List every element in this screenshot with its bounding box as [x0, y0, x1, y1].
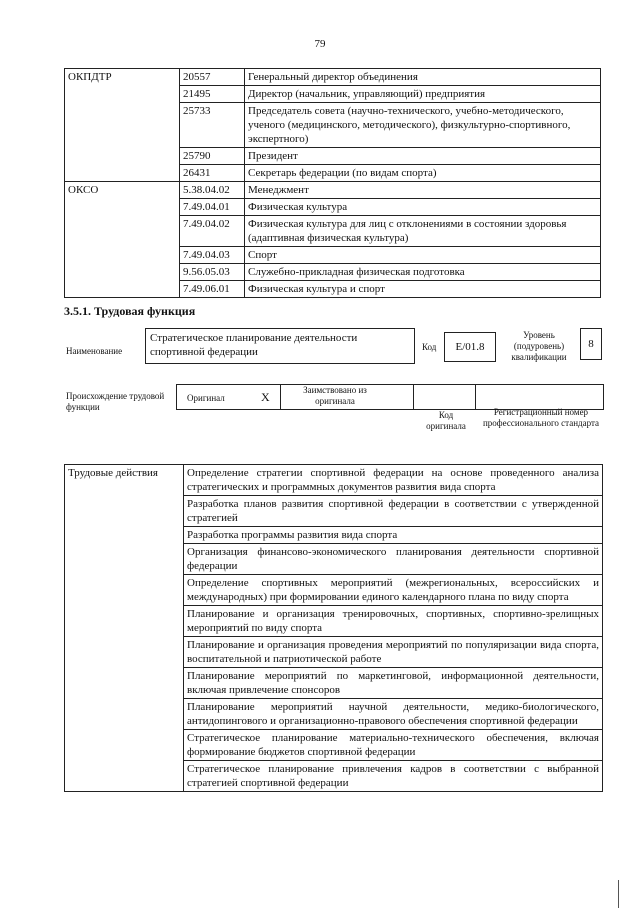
level-value: 8 [580, 328, 602, 360]
action-item: Планирование и организация тренировочных, спортивных, спортивно-зрелищных мероприятий по виду спорта [184, 606, 603, 637]
okso-code: 7.49.04.02 [180, 216, 245, 247]
action-item: Разработка программы развития вида спорта [184, 527, 603, 544]
okpdtr-code: 26431 [180, 165, 245, 182]
okso-name: Физическая культура и спорт [245, 281, 601, 298]
action-item: Организация финансово-экономического планирования деятельности спортивной федерации [184, 544, 603, 575]
action-item: Планирование мероприятий по маркетинговой, информационной деятельности, включая привлечение спонсоров [184, 668, 603, 699]
action-item: Определение стратегии спортивной федерации на основе проведенного анализа стратегических и программных документов развития вида спорта [184, 465, 603, 496]
okpdtr-name: Президент [245, 148, 601, 165]
divider [475, 384, 476, 410]
actions-table [64, 464, 603, 792]
okso-name: Менеджмент [245, 182, 601, 199]
action-item: Стратегическое планирование привлечения кадров в соответствии с выбранной стратегией спортивной федерации [184, 761, 603, 792]
section-title: 3.5.1. Трудовая функция [64, 304, 196, 318]
okpdtr-name: Председатель совета (научно-технического, учебно-методического, ученого (медицинского, методического), физкультурно-спортивного, экспертного) [245, 103, 601, 148]
okpdtr-code: 20557 [180, 69, 245, 86]
okpdtr-name: Директор (начальник, управляющий) предприятия [245, 86, 601, 103]
okpdtr-name: Генеральный директор объединения [245, 69, 601, 86]
function-name: Стратегическое планирование деятельности спортивной федерации [145, 328, 415, 364]
okso-code: 7.49.04.03 [180, 247, 245, 264]
okpdtr-code: 25790 [180, 148, 245, 165]
name-label: Наименование [66, 346, 123, 356]
okso-code: 7.49.04.01 [180, 199, 245, 216]
okso-code: 5.38.04.02 [180, 182, 245, 199]
scan-edge-line [618, 880, 619, 908]
classification-table [64, 68, 601, 298]
actions-label: Трудовые действия [65, 465, 184, 792]
okso-name: Спорт [245, 247, 601, 264]
page-number: 79 [314, 38, 326, 50]
divider [413, 384, 414, 410]
okpdtr-label: ОКПДТР [65, 69, 180, 182]
okpdtr-code: 25733 [180, 103, 245, 148]
action-item: Планирование мероприятий научной деятельности, медико-биологического, антидопингового и организационно-правового обеспечения спортивной федерации [184, 699, 603, 730]
okpdtr-code: 21495 [180, 86, 245, 103]
action-item: Планирование и организация проведения мероприятий по популяризации вида спорта, воспитательной и патриотической работе [184, 637, 603, 668]
action-item: Стратегическое планирование материально-технического обеспечения, включая формирование бюджетов спортивной федерации [184, 730, 603, 761]
borrowed-label: Заимствовано из оригинала [303, 385, 367, 406]
okso-code: 7.49.06.01 [180, 281, 245, 298]
okso-code: 9.56.05.03 [180, 264, 245, 281]
okpdtr-name: Секретарь федерации (по видам спорта) [245, 165, 601, 182]
reg-caption: Регистрационный номер профессионального стандарта [482, 407, 600, 428]
original-label: Оригинал [187, 393, 225, 403]
okso-name: Физическая культура [245, 199, 601, 216]
action-item: Определение спортивных мероприятий (межрегиональных, всероссийских и международных) при формировании единого календарного плана по виду спорта [184, 575, 603, 606]
function-code: E/01.8 [444, 332, 496, 362]
action-item: Разработка планов развития спортивной федерации в соответствии с утвержденной стратегией [184, 496, 603, 527]
okso-name: Служебно-прикладная физическая подготовка [245, 264, 601, 281]
origin-label: Происхождение трудовой функции [66, 391, 165, 412]
level-label: Уровень (подуровень) квалификации [511, 330, 567, 362]
code-caption: Код оригинала [426, 410, 466, 431]
okso-label: ОКСО [65, 182, 180, 298]
divider [280, 384, 281, 410]
original-mark: X [261, 390, 270, 404]
code-label: Код [422, 342, 437, 352]
okso-name: Физическая культура для лиц с отклонениями в состоянии здоровья (адаптивная физическая культура) [245, 216, 601, 247]
